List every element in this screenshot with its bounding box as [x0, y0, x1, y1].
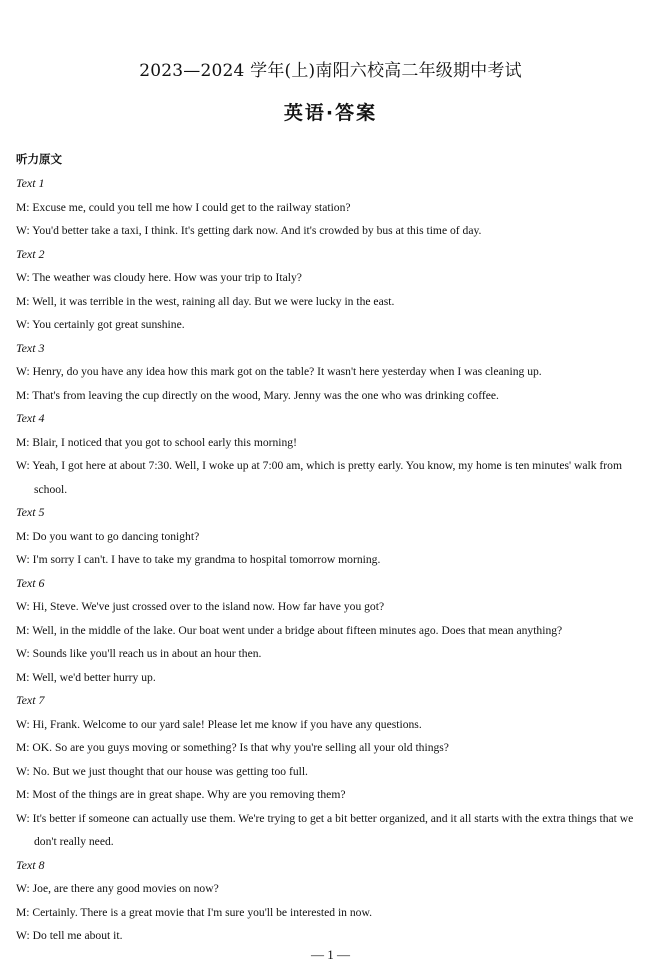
text-section-title: Text 7: [16, 693, 45, 707]
dialogue-line: W: Hi, Frank. Welcome to our yard sale! Please let me know if you have any questions.: [16, 717, 422, 731]
dialogue-line: W: No. But we just thought that our house was getting too full.: [16, 764, 308, 778]
dialogue-line: W: I'm sorry I can't. I have to take my grandma to hospital tomorrow morning.: [16, 553, 381, 566]
dialogue-line: W: It's better if someone can actually use them. We're trying to get a bit better organized, and it all starts with the extra things that we don't really need.: [16, 811, 634, 848]
dialogue-line: W: Henry, do you have any idea how this mark got on the table? It wasn't here yesterday when I was cleaning up.: [16, 365, 542, 378]
dialogue-line: W: The weather was cloudy here. How was your trip to Italy?: [16, 271, 302, 284]
dialogue-line: W: Hi, Steve. We've just crossed over to the island now. How far have you got?: [16, 600, 385, 613]
dialogue-line: M: Excuse me, could you tell me how I could get to the railway station?: [16, 200, 351, 214]
dialogue-line: M: Well, we'd better hurry up.: [16, 670, 156, 684]
text-section-title: Text 3: [16, 340, 45, 355]
text-section-title: Text 6: [16, 575, 45, 590]
page-subtitle: 英语·答案: [283, 102, 378, 124]
dialogue-line: W: Joe, are there any good movies on now?: [16, 882, 219, 895]
dialogue-line: M: Do you want to go dancing tonight?: [16, 529, 200, 543]
dialogue-line: M: Well, in the middle of the lake. Our boat went under a bridge about fifteen minutes ago. Does that mean anything?: [16, 623, 563, 637]
text-section-title: Text 2: [16, 246, 45, 261]
page-title: 2023—2024 学年(上)南阳六校高二年级期中考试: [139, 61, 522, 81]
dialogue-line: M: OK. So are you guys moving or something? Is that why you're selling all your old things?: [16, 741, 449, 754]
transcript-body: [16, 172, 652, 948]
dialogue-line: M: Well, it was terrible in the west, raining all day. But we were lucky in the east.: [16, 294, 395, 308]
dialogue-line: M: That's from leaving the cup directly on the wood, Mary. Jenny was the one who was drinking coffee.: [16, 388, 499, 402]
section-heading: 听力原文: [16, 152, 62, 166]
dialogue-line: M: Certainly. There is a great movie that I'm sure you'll be interested in now.: [16, 905, 372, 919]
dialogue-line: W: You'd better take a taxi, I think. It's getting dark now. And it's crowded by bus at this time of day.: [16, 224, 482, 237]
dialogue-line: W: You certainly got great sunshine.: [16, 318, 185, 331]
text-section-title: Text 8: [16, 857, 45, 872]
dialogue-line: M: Most of the things are in great shape. Why are you removing them?: [16, 788, 346, 801]
text-section-title: Text 1: [16, 176, 45, 190]
text-section-title: Text 4: [16, 411, 45, 425]
dialogue-line: M: Blair, I noticed that you got to school early this morning!: [16, 435, 297, 449]
page-number: — 1 —: [311, 947, 350, 962]
dialogue-line: W: Do tell me about it.: [16, 929, 123, 942]
dialogue-line: W: Sounds like you'll reach us in about an hour then.: [16, 647, 262, 660]
text-section-title: Text 5: [16, 505, 45, 519]
dialogue-line: W: Yeah, I got here at about 7:30. Well, I woke up at 7:00 am, which is pretty early. You know, my home is ten minutes' walk from school.: [16, 459, 622, 496]
